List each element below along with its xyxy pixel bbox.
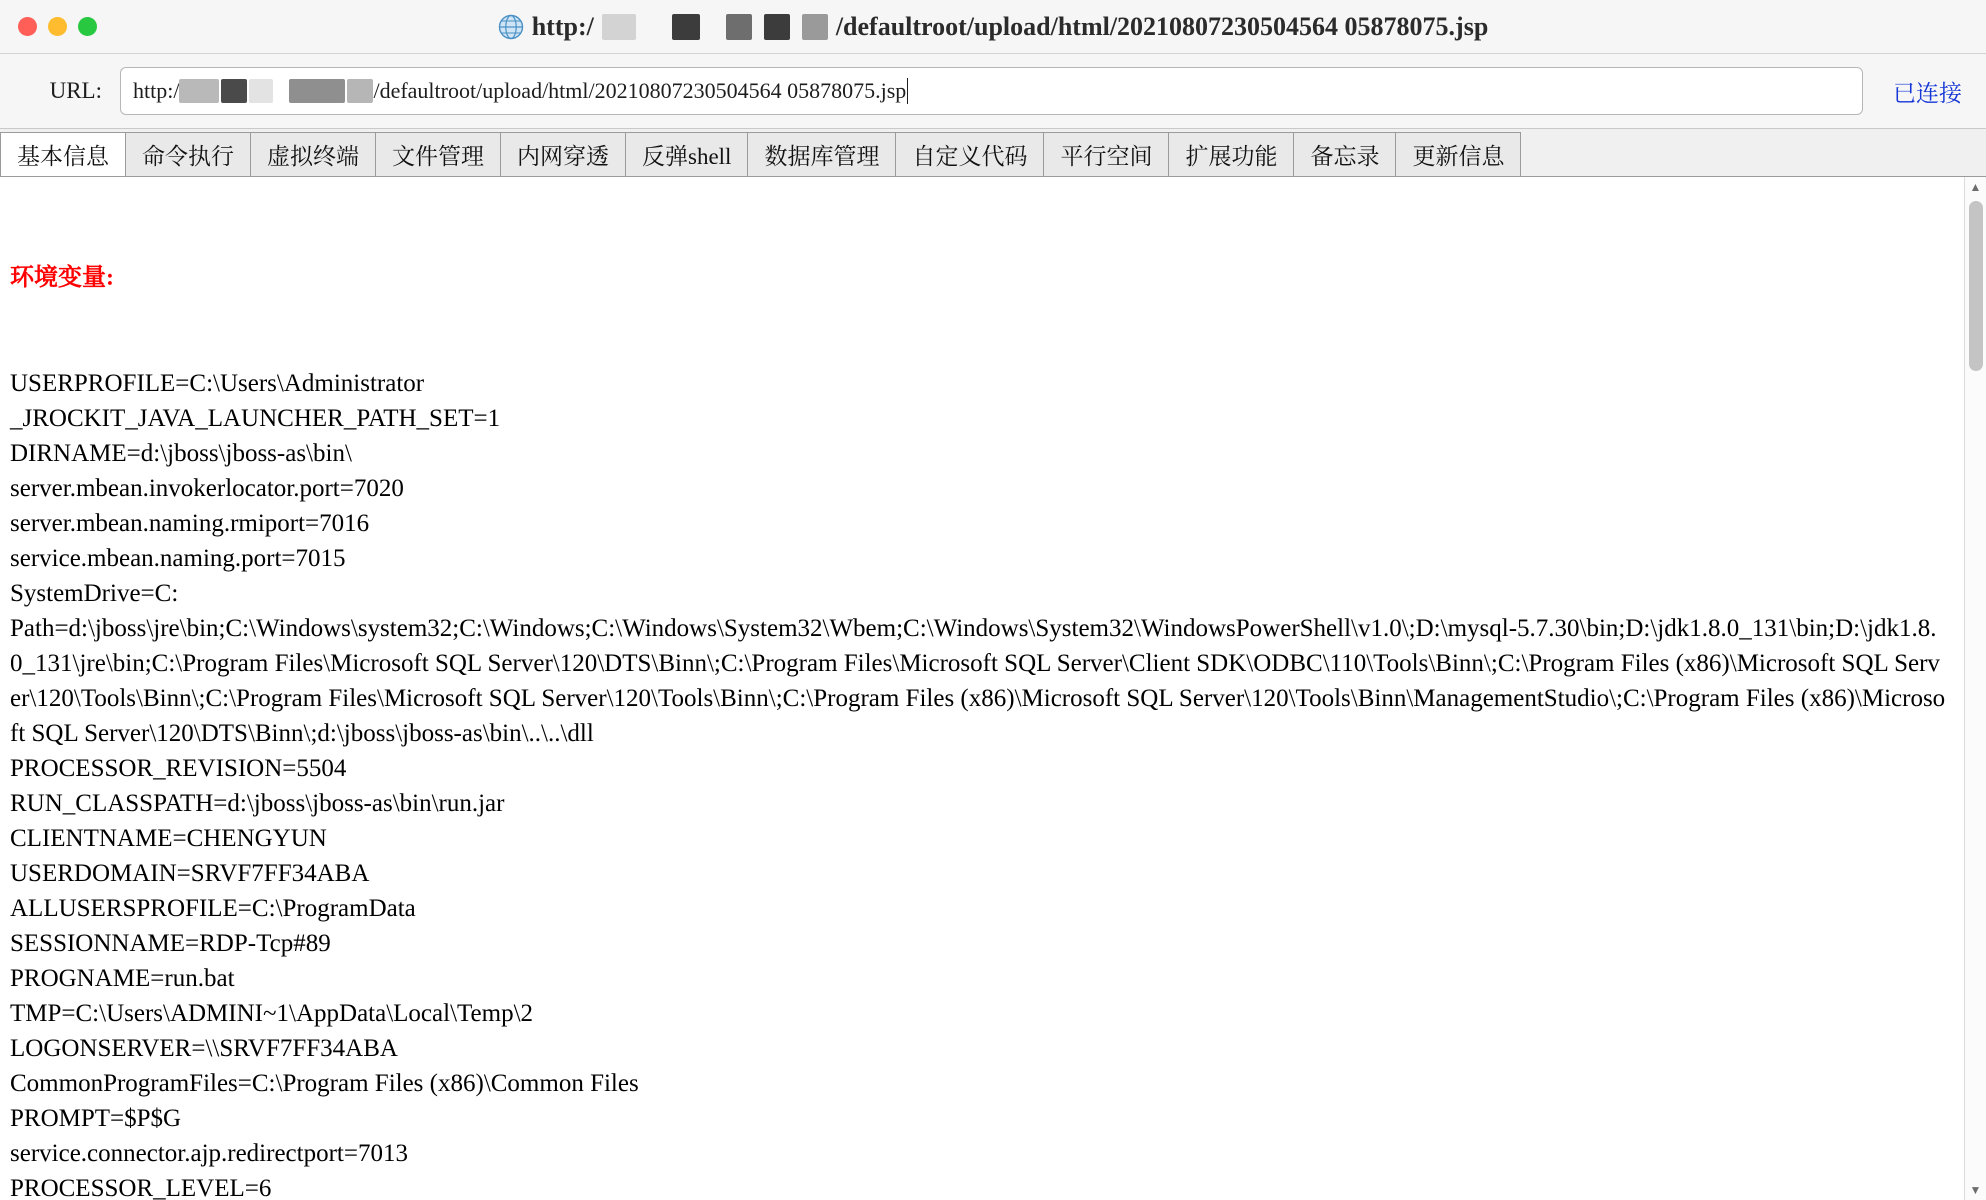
env-line: USERPROFILE=C:\Users\Administrator — [10, 370, 425, 397]
window-title-container — [0, 0, 1986, 53]
tab-1[interactable]: 命令执行 — [125, 132, 251, 176]
window-titlebar — [0, 0, 1986, 54]
url-input[interactable] — [120, 67, 1863, 115]
env-line: PROCESSOR_LEVEL=6 — [10, 1175, 272, 1200]
env-line: service.mbean.naming.port=7015 — [10, 545, 346, 572]
env-line: USERDOMAIN=SRVF7FF34ABA — [10, 860, 370, 887]
redaction-block — [249, 79, 273, 103]
tab-2[interactable]: 虚拟终端 — [250, 132, 376, 176]
tab-0[interactable]: 基本信息 — [0, 132, 126, 176]
tab-7[interactable]: 自定义代码 — [895, 132, 1044, 176]
env-line: PROGNAME=run.bat — [10, 965, 235, 992]
tab-bar — [0, 129, 1986, 177]
minimize-button[interactable] — [48, 17, 67, 36]
text-caret — [907, 78, 908, 104]
tab-6[interactable]: 数据库管理 — [747, 132, 896, 176]
content-area — [0, 177, 1986, 1200]
redaction-block — [602, 14, 636, 40]
url-value-prefix: http:/ — [133, 78, 180, 103]
tab-5[interactable]: 反弹shell — [625, 132, 748, 176]
env-line: PROCESSOR_REVISION=5504 — [10, 755, 347, 782]
env-line: DIRNAME=d:\jboss\jboss-as\bin\ — [10, 440, 352, 467]
tab-8[interactable]: 平行空间 — [1043, 132, 1169, 176]
env-line: LOGONSERVER=\\SRVF7FF34ABA — [10, 1035, 398, 1062]
redaction-block — [672, 14, 700, 40]
tab-3[interactable]: 文件管理 — [375, 132, 501, 176]
tab-4[interactable]: 内网穿透 — [500, 132, 626, 176]
env-line: Path=d:\jboss\jre\bin;C:\Windows\system32;C:\Windows;C:\Windows\System32\Wbem;C:\Windows\System32\WindowsPowerShell\v1.0\;D:\mysql-5.7.30\bin;D:\jdk1.8.0_131\bin;D:\jdk1.8.0_131\jre\bin;C:\Program Files\Microsoft SQL Server\120\DTS\Binn\;C:\Program Files\Microsoft SQL Server\Client SDK\ODBC\110\Tools\Binn\;C:\Program Files (x86)\Microsoft SQL Server\120\Tools\Binn\;C:\Program Files\Microsoft SQL Server\120\Tools\Binn\;C:\Program Files (x86)\Microsoft SQL Server\120\Tools\Binn\ManagementStudio\;C:\Program Files (x86)\Microsoft SQL Server\120\DTS\Binn\;d:\jboss\jboss-as\bin\..\..\dll — [10, 615, 1946, 747]
redaction-block — [289, 79, 345, 103]
chevron-up-icon[interactable]: ▲ — [1969, 180, 1982, 194]
zoom-button[interactable] — [78, 17, 97, 36]
redaction-block — [726, 14, 752, 40]
env-line: CommonProgramFiles=C:\Program Files (x86)\Common Files — [10, 1070, 639, 1097]
env-line: service.connector.ajp.redirectport=7013 — [10, 1140, 408, 1167]
env-output-panel — [0, 177, 1964, 1200]
env-line: server.mbean.invokerlocator.port=7020 — [10, 475, 404, 502]
env-line: ALLUSERSPROFILE=C:\ProgramData — [10, 895, 416, 922]
redaction-block — [764, 14, 790, 40]
env-line: server.mbean.naming.rmiport=7016 — [10, 510, 370, 537]
env-section-title: 环境变量: — [10, 265, 114, 291]
env-line: CLIENTNAME=CHENGYUN — [10, 825, 327, 852]
env-variable-list — [10, 366, 1948, 1200]
tab-11[interactable]: 更新信息 — [1395, 132, 1521, 176]
env-line: _JROCKIT_JAVA_LAUNCHER_PATH_SET=1 — [10, 405, 501, 432]
env-line: TMP=C:\Users\ADMINI~1\AppData\Local\Temp\2 — [10, 1000, 534, 1027]
connection-status-badge: 已连接 — [1893, 80, 1962, 106]
tab-9[interactable]: 扩展功能 — [1168, 132, 1294, 176]
env-line: PROMPT=$P$G — [10, 1105, 182, 1132]
vertical-scrollbar[interactable] — [1964, 177, 1986, 1200]
globe-icon — [498, 14, 524, 40]
window-title-prefix: http:/ — [531, 11, 594, 41]
window-controls[interactable] — [0, 17, 97, 36]
env-line: SESSIONNAME=RDP-Tcp#89 — [10, 930, 331, 957]
window-title-path: /defaultroot/upload/html/20210807230504564 05878075.jsp — [835, 11, 1489, 41]
tab-10[interactable]: 备忘录 — [1293, 132, 1396, 176]
redaction-block — [802, 14, 828, 40]
chevron-down-icon[interactable]: ▼ — [1969, 1183, 1982, 1197]
close-button[interactable] — [18, 17, 37, 36]
redaction-block — [347, 79, 373, 103]
url-value-path: /defaultroot/upload/html/20210807230504564 05878075.jsp — [373, 78, 907, 103]
url-bar — [0, 54, 1986, 129]
env-line: SystemDrive=C: — [10, 580, 179, 607]
scrollbar-thumb[interactable] — [1969, 201, 1983, 371]
redaction-block — [179, 79, 219, 103]
redaction-block — [221, 79, 247, 103]
url-label: URL: — [49, 78, 102, 103]
env-line: RUN_CLASSPATH=d:\jboss\jboss-as\bin\run.jar — [10, 790, 505, 817]
